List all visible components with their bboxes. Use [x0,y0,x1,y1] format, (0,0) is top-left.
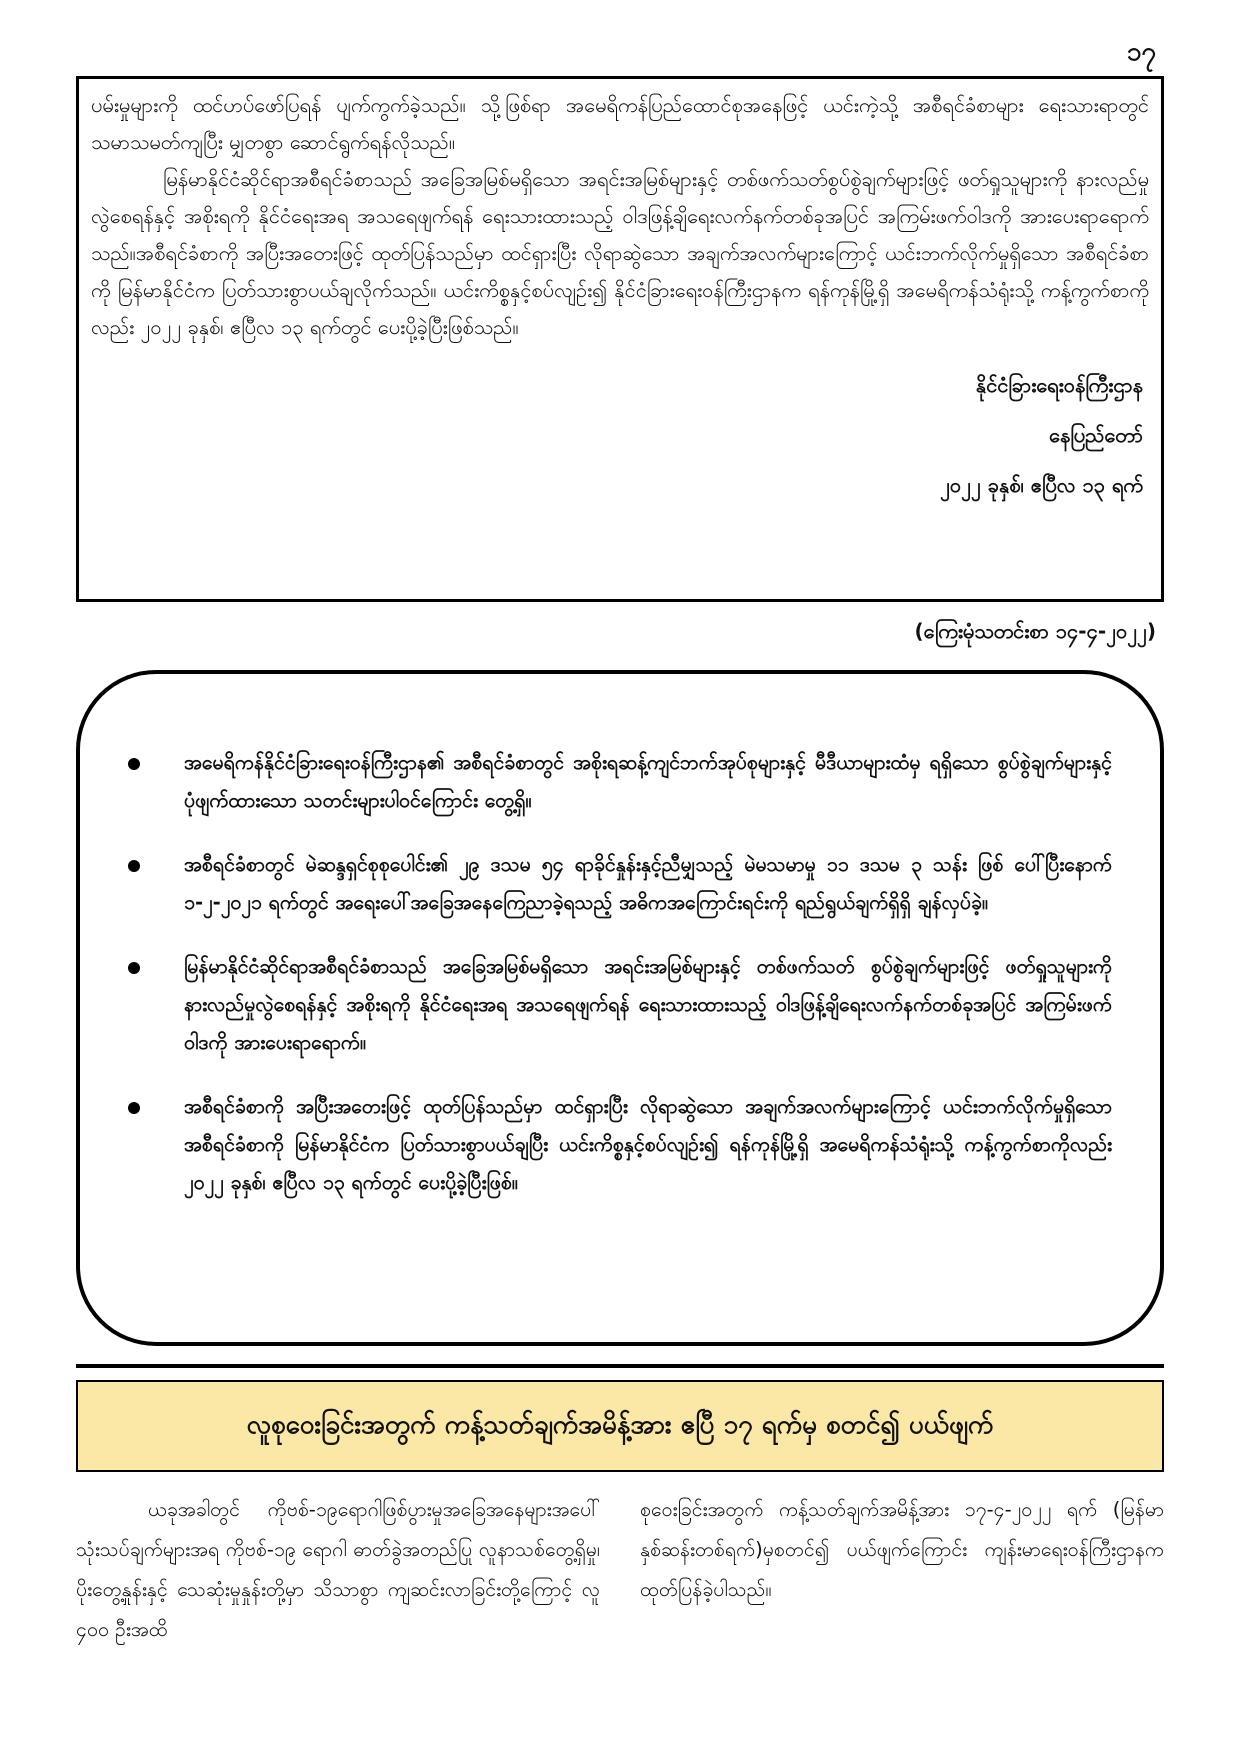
headline-text: လူစုဝေးခြင်းအတွက် ကန့်သတ်ချက်အမိန့်အား ဧပြီ ၁၇ ရက်မှ စတင်၍ ပယ်ဖျက် [246,1409,994,1440]
signature-block [91,360,1149,510]
summary-item [128,846,1112,922]
summary-item [128,1088,1112,1202]
summary-item [128,744,1112,820]
article-column-left [76,1490,600,1650]
bullet-icon [128,962,140,974]
bullet-icon [128,860,140,872]
signature-ministry: နိုင်ငံခြားရေးဝန်ကြီးဌာန [975,373,1143,397]
article-body [76,1490,1164,1650]
article-column-right [640,1490,1164,1650]
summary-item-text: အစီရင်ခံစာတွင် မဲဆန္ဒရှင်စုစုပေါင်း၏ ၂၉ ဒသမ ၅၄ ရာခိုင်နှုန်းနှင့်ညီမျှသည့် မဲမသမာမှု ၁၁ ဒသမ ၃ သန်း ဖြစ် ပေါ်ပြီးနောက် ၁-၂-၂၀၂၁ ရက်တွင် အရေးပေါ်အခြေအနေကြေညာခဲ့ရသည့် အဓိကအကြောင်းရင်းကို ရည်ရွယ်ချက်ရှိရှိ ချန်လှပ်ခဲ့။ [184,853,1112,914]
signature-place: နေပြည်တော် [1049,423,1143,447]
bullet-icon [128,758,140,770]
summary-item-text: အစီရင်ခံစာကို အပြီးအတေးဖြင့် ထုတ်ပြန်သည်မှာ ထင်ရှားပြီး လိုရာဆွဲသော အချက်အလက်များကြောင့် ယင်းဘက်လိုက်မှုရှိသော အစီရင်ခံစာကို မြန်မာနိုင်ငံက ပြတ်သားစွာပယ်ချပြီး ယင်းကိစ္စနှင့်စပ်လျဉ်း၍ ရန်ကုန်မြို့ရှိ အမေရိကန်သံရုံးသို့ ကန့်ကွက်စာကိုလည်း ၂၀၂၂ ခုနှစ်၊ ဧပြီလ ၁၃ ရက်တွင် ပေးပို့ခဲ့ပြီးဖြစ်။ [184,1095,1112,1194]
summary-item-text: မြန်မာနိုင်ငံဆိုင်ရာအစီရင်ခံစာသည် အခြေအမြစ်မရှိသော အရင်းအမြစ်များနှင့် တစ်ဖက်သတ် စွပ်စွဲချက်များဖြင့် ဖတ်ရှုသူများကို နားလည်မှုလွဲစေရန်နှင့် အစိုးရကို နိုင်ငံရေးအရ အသရေဖျက်ရန် ရေးသားထားသည့် ဝါဒဖြန့်ချိရေးလက်နက်တစ်ခုအပြင် အကြမ်းဖက်ဝါဒကို အားပေးရာရောက်။ [184,955,1112,1054]
letter-box [76,76,1164,602]
summary-item-text: အမေရိကန်နိုင်ငံခြားရေးဝန်ကြီးဌာန၏ အစီရင်ခံစာတွင် အစိုးရဆန့်ကျင်ဘက်အုပ်စုများနှင့် မီဒီယာများထံမှ ရရှိသော စွပ်စွဲချက်များနှင့် ပုံဖျက်ထားသော သတင်းများပါဝင်ကြောင်း တွေ့ရှိ။ [184,751,1112,812]
letter-paragraph-2: မြန်မာနိုင်ငံဆိုင်ရာအစီရင်ခံစာသည် အခြေအမြစ်မရှိသော အရင်းအမြစ်များနှင့် တစ်ဖက်သတ်စွပ်စွဲချက်များဖြင့် ဖတ်ရှုသူများကို နားလည်မှုလွဲစေရန်နှင့် အစိုးရကို နိုင်ငံရေးအရ အသရေဖျက်ရန် ရေးသားထားသည့် ဝါဒဖြန့်ချိရေးလက်နက်တစ်ခုအပြင် အကြမ်းဖက်ဝါဒကို အားပေးရာရောက်သည်။အစီရင်ခံစာကို အပြီးအတေးဖြင့် ထုတ်ပြန်သည်မှာ ထင်ရှားပြီး လိုရာဆွဲသော အချက်အလက်များကြောင့် ယင်းဘက်လိုက်မှုရှိသော အစီရင်ခံစာကို မြန်မာနိုင်ငံက ပြတ်သားစွာပယ်ချလိုက်သည်။ ယင်းကိစ္စနှင့်စပ်လျဉ်း၍ နိုင်ငံခြားရေးဝန်ကြီးဌာနက ရန်ကုန်မြို့ရှိ အမေရိကန်သံရုံးသို့ ကန့်ကွက်စာကိုလည်း ၂၀၂၂ ခုနှစ်၊ ဧပြီလ ၁၃ ရက်တွင် ပေးပို့ခဲ့ပြီးဖြစ်သည်။ [91,167,1149,339]
summary-item [128,948,1112,1062]
article-paragraph: ယခုအခါတွင် ကိုဗစ်-၁၉ရောဂါဖြစ်ပွားမှုအခြေအနေများအပေါ် သုံးသပ်ချက်များအရ ကိုဗစ်-၁၉ ရောဂါ ဓာတ်ခွဲအတည်ပြု လူနာသစ်တွေ့ရှိမှု၊ ပိုးတွေ့နှုန်းနှင့် သေဆုံးမှုနှုန်းတို့မှာ သိသာစွာ ကျဆင်းလာခြင်းတို့ကြောင့် လူ ၄၀၀ ဦးအထိ [76,1498,600,1641]
summary-list [128,744,1112,1202]
source-citation: (ကြေးမုံသတင်းစာ ၁၄-၄-၂၀၂၂) [914,619,1156,643]
signature-date: ၂၀၂၂ ခုနှစ်၊ ဧပြီလ ၁၃ ရက် [940,473,1143,497]
bullet-icon [128,1102,140,1114]
letter-paragraph-1: ပမ်းမှုများကို ထင်ဟပ်ဖော်ပြရန် ပျက်ကွက်ခဲ့သည်။ သို့ဖြစ်ရာ အမေရိကန်ပြည်ထောင်စုအနေဖြင့် ယင်းကဲ့သို့ အစီရင်ခံစာများ ရေးသားရာတွင် သမာသမတ်ကျပြီး မျှတစွာ ဆောင်ရွက်ရန်လိုသည်။ [91,93,1149,154]
page-number: ၁၇ [1126,37,1156,67]
summary-box [76,670,1164,1346]
article-paragraph: စုဝေးခြင်းအတွက် ကန့်သတ်ချက်အမိန့်အား ၁၇-၄-၂၀၂၂ ရက် (မြန်မာနှစ်ဆန်းတစ်ရက်)မှစတင်၍ ပယ်ဖျက်ကြောင်း ကျန်းမာရေးဝန်ကြီးဌာနက ထုတ်ပြန်ခဲ့ပါသည်။ [640,1498,1164,1601]
section-divider [76,1364,1164,1368]
article-headline [76,1380,1164,1472]
